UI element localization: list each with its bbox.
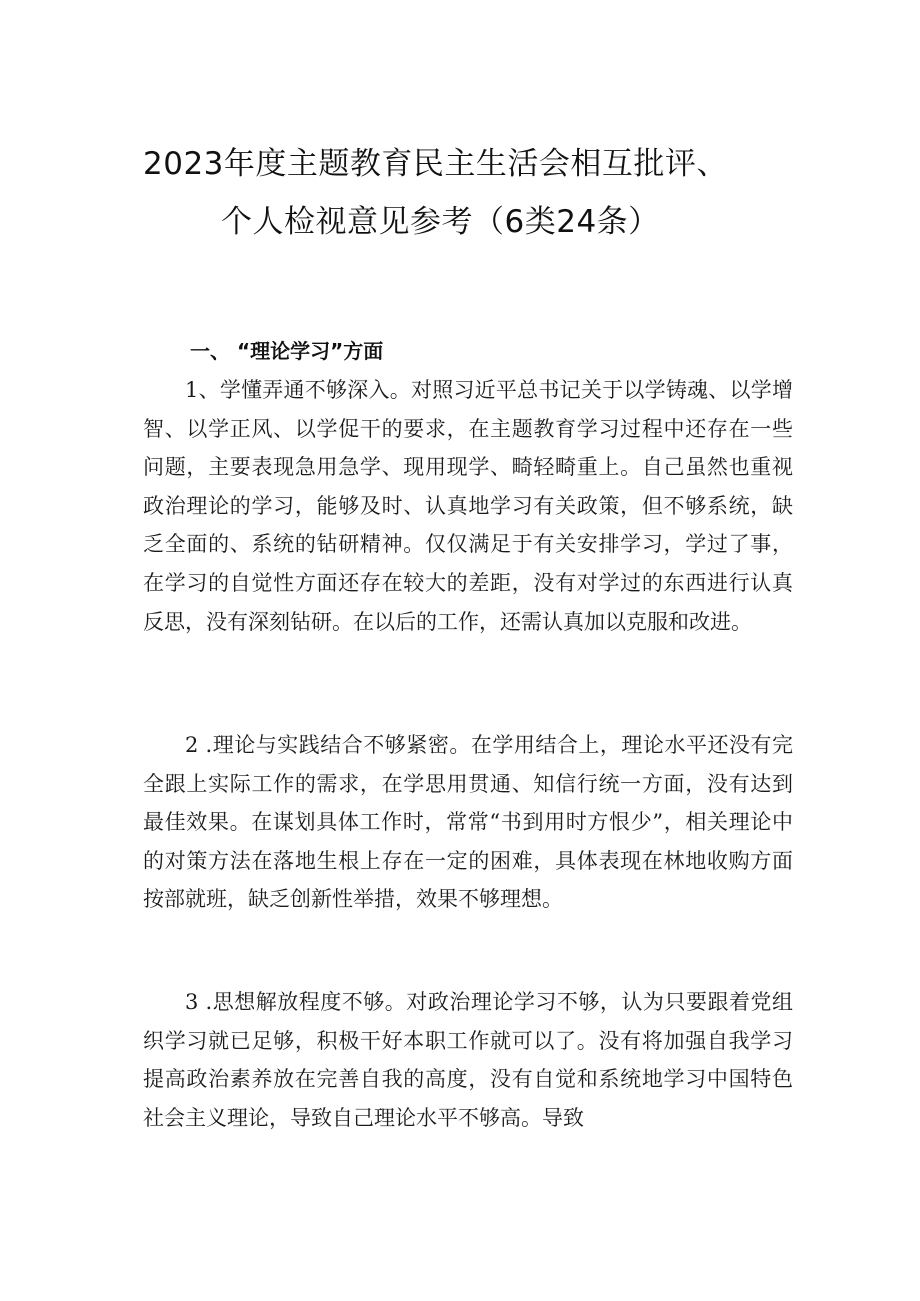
document-title-line-1: 2023年度主题教育民主生活会相互批评、 <box>143 146 728 182</box>
document-title-line-2: 个人检视意见参考（6类24条） <box>221 204 660 240</box>
paragraph-3: 3 .思想解放程度不够。对政治理论学习不够，认为只要跟着党组织学习就已足够，积极干好本职工作就可以了。没有将加强自我学习提高政治素养放在完善自我的高度，没有自觉和系统地学习中国特色社会主义理论，导致自己理论水平不够高。导致 <box>143 990 793 1130</box>
section-heading-theory-study: 一、 “理论学习”方面 <box>190 339 384 363</box>
paragraph-2: 2 .理论与实践结合不够紧密。在学用结合上，理论水平还没有完全跟上实际工作的需求，在学思用贯通、知信行统一方面，没有达到最佳效果。在谋划具体工作时，常常“书到用时方恨少”，相关理论中的对策方法在落地生根上存在一定的困难，具体表现在林地收购方面按部就班，缺乏创新性举措，效果不够理想。 <box>143 733 793 912</box>
paragraph-1: 1、学懂弄通不够深入。对照习近平总书记关于以学铸魂、以学增智、以学正风、以学促干的要求，在主题教育学习过程中还存在一些问题，主要表现急用急学、现用现学、畸轻畸重上。自己虽然也重视政治理论的学习，能够及时、认真地学习有关政策，但不够系统，缺乏全面的、系统的钻研精神。仅仅满足于有关安排学习，学过了事，在学习的自觉性方面还存在较大的差距，没有对学过的东西进行认真反思，没有深刻钻研。在以后的工作，还需认真加以克服和改进。 <box>143 378 793 634</box>
